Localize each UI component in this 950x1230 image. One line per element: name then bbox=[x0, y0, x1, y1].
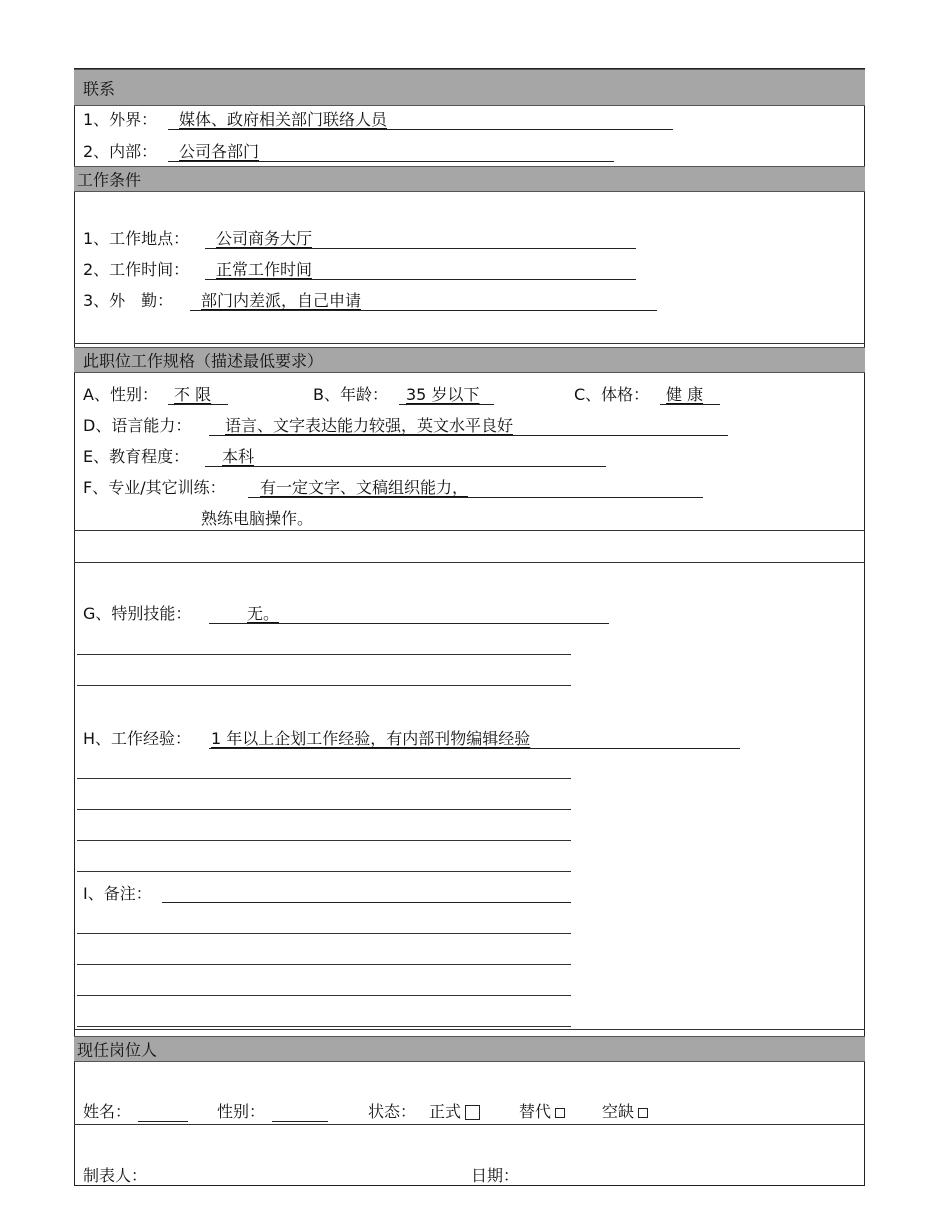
field-work-value: 部门内差派，自己申请 bbox=[201, 291, 362, 310]
status-option-formal-label: 正式 bbox=[429, 1102, 462, 1121]
divider bbox=[74, 1029, 865, 1030]
status-option-formal[interactable] bbox=[429, 1102, 480, 1122]
preparer-field[interactable] bbox=[157, 1166, 218, 1186]
gender-requirement-field bbox=[168, 385, 228, 405]
blank-line bbox=[77, 778, 571, 779]
gender-requirement-value: 不 限 bbox=[174, 385, 212, 404]
work-time-value: 正常工作时间 bbox=[216, 260, 313, 279]
incumbent-gender-field[interactable] bbox=[272, 1102, 328, 1122]
work-location-field bbox=[205, 229, 636, 249]
training-value: 有一定文字、文稿组织能力， bbox=[260, 478, 469, 497]
divider bbox=[74, 1124, 865, 1125]
section-header-contact bbox=[74, 69, 865, 106]
special-skills-value: 无。 bbox=[247, 604, 280, 623]
work-experience-value: 1 年以上企划工作经验，有内部刊物编辑经验 bbox=[211, 729, 531, 748]
blank-line bbox=[77, 871, 571, 872]
status-option-substitute[interactable] bbox=[519, 1102, 565, 1122]
age-requirement-label: B、年龄： bbox=[313, 385, 388, 404]
divider bbox=[74, 562, 865, 563]
section-header-specs bbox=[74, 347, 865, 373]
language-ability-value: 语言、文字表达能力较强，英文水平良好 bbox=[225, 416, 514, 435]
work-location-value: 公司商务大厅 bbox=[216, 229, 313, 248]
field-work-label: 3、外 勤： bbox=[83, 291, 174, 310]
work-time-field bbox=[205, 260, 636, 280]
blank-line bbox=[77, 840, 571, 841]
checkbox-formal[interactable] bbox=[465, 1105, 480, 1120]
status-option-vacant[interactable] bbox=[602, 1102, 648, 1122]
field-work-field bbox=[190, 291, 657, 311]
preparer-label: 制表人： bbox=[83, 1166, 148, 1185]
section-title: 联系 bbox=[83, 79, 116, 98]
special-skills-field bbox=[209, 604, 609, 624]
status-option-substitute-label: 替代 bbox=[519, 1102, 552, 1121]
language-ability-label: D、语言能力： bbox=[83, 416, 192, 435]
physique-requirement-value: 健 康 bbox=[666, 385, 704, 404]
special-skills-label: G、特别技能： bbox=[83, 604, 192, 623]
language-ability-field bbox=[209, 416, 728, 436]
date-label: 日期： bbox=[471, 1166, 520, 1185]
blank-line bbox=[77, 1026, 571, 1027]
blank-line bbox=[77, 964, 571, 965]
blank-line bbox=[77, 809, 571, 810]
contact-external-label: 1、外界： bbox=[83, 110, 158, 129]
section-title: 此职位工作规格（描述最低要求） bbox=[83, 351, 324, 371]
remarks-field bbox=[162, 884, 571, 903]
checkbox-substitute[interactable] bbox=[555, 1108, 565, 1118]
education-label: E、教育程度： bbox=[83, 447, 190, 466]
contact-internal-value: 公司各部门 bbox=[179, 142, 260, 161]
training-value-continued: 熟练电脑操作。 bbox=[201, 509, 314, 528]
work-location-label: 1、工作地点： bbox=[83, 229, 190, 248]
blank-line bbox=[77, 654, 571, 655]
training-label: F、专业/其它训练： bbox=[83, 478, 226, 497]
work-experience-label: H、工作经验： bbox=[83, 729, 192, 748]
section-header-conditions bbox=[74, 166, 865, 192]
blank-line bbox=[77, 995, 571, 996]
blank-line bbox=[77, 685, 571, 686]
incumbent-name-field[interactable] bbox=[138, 1102, 188, 1122]
contact-internal-label: 2、内部： bbox=[83, 142, 158, 161]
physique-requirement-label: C、体格： bbox=[574, 385, 650, 404]
section-title: 工作条件 bbox=[77, 170, 142, 190]
incumbent-gender-label: 性别： bbox=[217, 1102, 266, 1121]
date-field[interactable] bbox=[526, 1166, 581, 1186]
contact-external-field bbox=[168, 110, 673, 130]
incumbent-name-label: 姓名： bbox=[83, 1102, 132, 1121]
work-experience-field bbox=[209, 729, 740, 749]
contact-external-value: 媒体、政府相关部门联络人员 bbox=[179, 110, 388, 129]
age-requirement-value: 35 岁以下 bbox=[406, 385, 480, 404]
physique-requirement-field bbox=[660, 385, 720, 405]
status-option-vacant-label: 空缺 bbox=[602, 1102, 635, 1121]
education-value: 本科 bbox=[222, 447, 255, 466]
gender-requirement-label: A、性别： bbox=[83, 385, 158, 404]
checkbox-vacant[interactable] bbox=[638, 1108, 648, 1118]
age-requirement-field bbox=[399, 385, 494, 405]
education-field bbox=[205, 447, 606, 467]
divider bbox=[74, 530, 865, 531]
section-title: 现任岗位人 bbox=[77, 1040, 158, 1060]
blank-line bbox=[77, 933, 571, 934]
section-header-incumbent bbox=[74, 1036, 865, 1062]
work-time-label: 2、工作时间： bbox=[83, 260, 190, 279]
divider bbox=[74, 343, 865, 344]
remarks-label: I、备注： bbox=[83, 884, 152, 903]
incumbent-status-label: 状态： bbox=[368, 1102, 417, 1121]
contact-internal-field bbox=[168, 142, 614, 162]
training-field bbox=[248, 478, 703, 498]
